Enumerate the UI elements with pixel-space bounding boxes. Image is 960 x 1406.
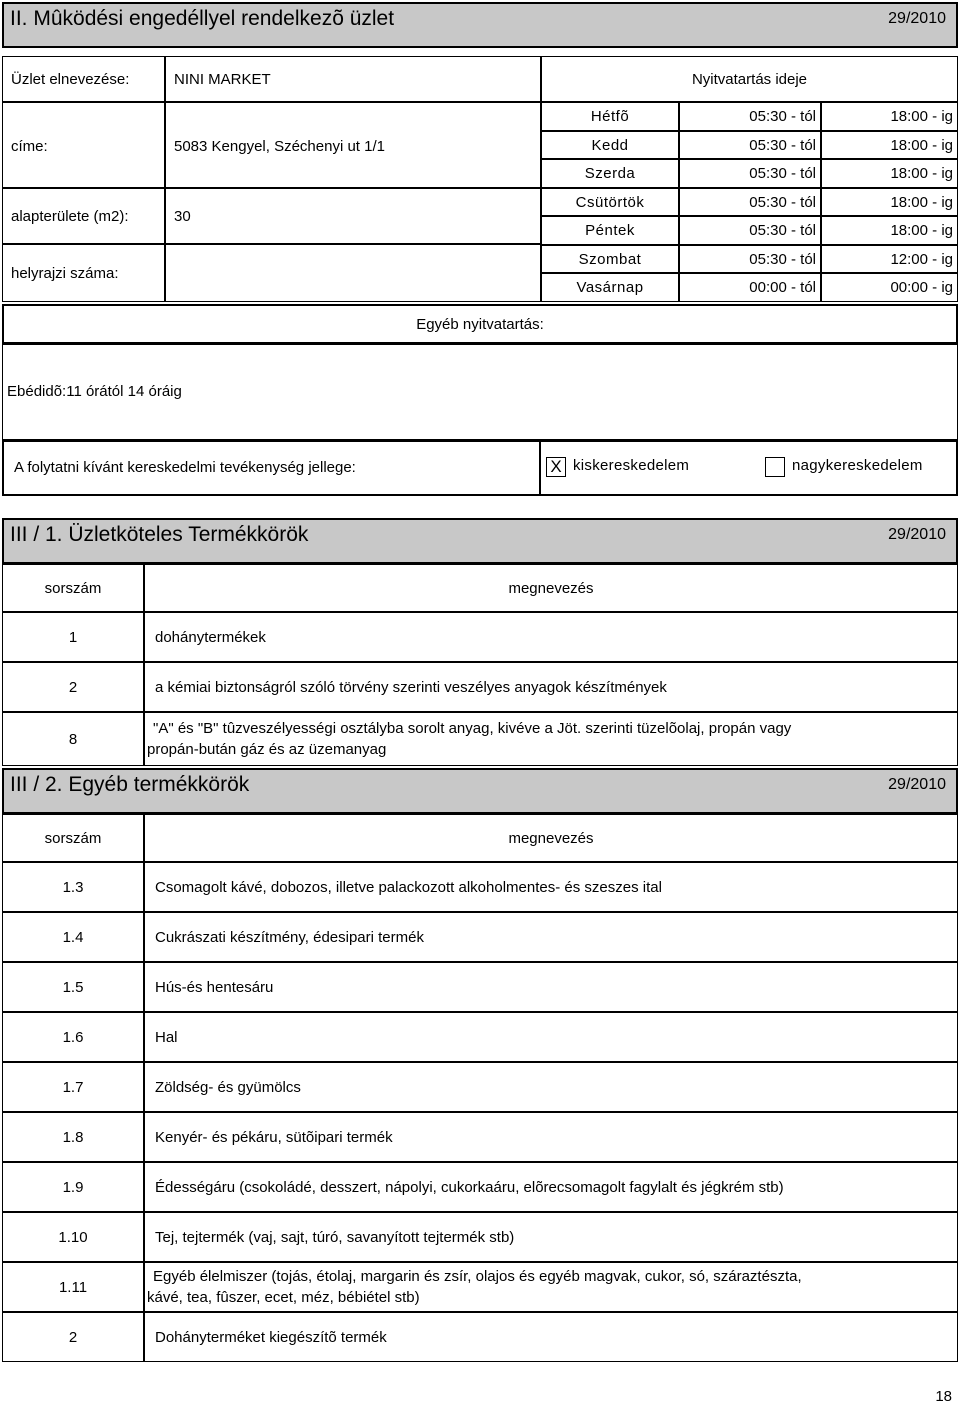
activity-label: A folytatni kívánt kereskedelmi tevékenység jellege: [14,459,356,476]
hours-from-cell [679,273,821,302]
page-number: 18 [935,1388,952,1405]
table-row-name-cell [144,662,958,712]
address-value: 5083 Kengyel, Széchenyi ut 1/1 [174,138,385,155]
s31-table [2,612,958,766]
row-number: 1.7 [62,1079,84,1096]
row-name: "A" és "B" tûzveszélyességi osztályba sorolt anyag, kivéve a Jöt. szerinti tüzelõolaj, propán vagy [153,720,792,737]
row-name: Édességáru (csokoládé, desszert, nápolyi, cukorkaáru, elõrecsomagolt fagylalt és jégkrém stb) [155,1179,784,1196]
retail-checkbox[interactable]: X [546,457,566,477]
row-name: Csomagolt kávé, dobozos, illetve palackozott alkoholmentes- és szeszes ital [155,879,662,896]
hours-day: Hétfõ [590,108,630,125]
s31-col-name-header [144,564,958,612]
hours-day-cell [541,102,679,131]
s32-col-num-header [2,814,144,862]
hours-row [541,188,958,216]
hours-from: 05:30 - tól [749,137,816,154]
other-hours-value: Ebédidõ:11 órától 14 óráig [7,383,182,400]
row-name: a kémiai biztonságról szóló törvény szerinti veszélyes anyagok készítmények [155,679,667,696]
section-iii-2-code: 29/2010 [888,776,946,793]
table-row-name-cell [144,1112,958,1162]
table-row-name-cell [144,1212,958,1262]
row-name: Cukrászati készítmény, édesipari termék [155,929,424,946]
wholesale-checkbox[interactable] [765,457,785,477]
row-name: Egyéb élelmiszer (tojás, étolaj, margarin és zsír, olajos és egyéb magvak, cukor, só, száraztészta, [153,1268,802,1285]
s32-table [2,862,958,1362]
hours-day: Kedd [591,137,629,154]
hours-to: 18:00 - ig [890,137,953,154]
row-name: dohánytermékek [155,629,266,646]
hours-day-cell [541,131,679,159]
hours-to: 18:00 - ig [890,222,953,239]
table-row-num-cell [2,1312,144,1362]
section-iii-1-code: 29/2010 [888,526,946,543]
row-number: 1.10 [58,1229,88,1246]
hours-from-cell [679,102,821,131]
row-number: 8 [68,731,78,748]
table-row-name-cell [144,1312,958,1362]
activity-divider [539,440,541,496]
row-name: Tej, tejtermék (vaj, sajt, túró, savanyított tejtermék stb) [155,1229,515,1246]
hours-day-cell [541,273,679,302]
section-ii-header [2,2,958,48]
table-row-name-cell [144,1062,958,1112]
table-row-name-cell [144,1162,958,1212]
hours-day-cell [541,188,679,216]
hours-day: Szombat [578,251,642,268]
hours-row [541,273,958,302]
table-row-name-cell [144,612,958,662]
hours-row [541,216,958,245]
s31-col-name-label: megnevezés [508,580,594,597]
hours-from: 00:00 - tól [749,279,816,296]
s32-col-name-header [144,814,958,862]
hours-to-cell [821,273,958,302]
shop-name-label: Üzlet elnevezése: [11,71,130,88]
hours-row [541,102,958,131]
shop-name-value-box [165,56,541,102]
other-hours-label-box [2,304,958,344]
table-row-num-cell [2,862,144,912]
s31-col-num-label: sorszám [44,580,102,597]
section-iii-1-title: III / 1. Üzletköteles Termékkörök [10,523,309,546]
table-row-name-cell [144,912,958,962]
wholesale-label: nagykereskedelem [792,457,923,474]
area-label: alapterülete (m2): [11,208,129,225]
table-row-name-cell [144,1012,958,1062]
row-name: Hal [155,1029,178,1046]
table-row-num-cell [2,912,144,962]
hours-day-cell [541,245,679,273]
row-name: Hús-és hentesáru [155,979,274,996]
area-value: 30 [174,208,191,225]
row-number: 2 [68,1329,78,1346]
hours-to: 12:00 - ig [890,251,953,268]
section-iii-2-header [2,768,958,814]
s31-col-num-header [2,564,144,612]
table-row-name-cell [144,962,958,1012]
row-number: 1.9 [62,1179,84,1196]
other-hours-label: Egyéb nyitvatartás: [416,316,544,333]
hours-row [541,245,958,273]
hours-from: 05:30 - tól [749,108,816,125]
hours-from: 05:30 - tól [749,222,816,239]
row-number: 1.8 [62,1129,84,1146]
row-number: 1.3 [62,879,84,896]
hours-day-cell [541,216,679,245]
s32-col-num-label: sorszám [44,830,102,847]
hours-from: 05:30 - tól [749,194,816,211]
row-number: 1.6 [62,1029,84,1046]
hours-row [541,159,958,188]
row-number: 2 [68,679,78,696]
table-row-num-cell [2,612,144,662]
hours-from-cell [679,216,821,245]
table-row-num-cell [2,1112,144,1162]
hours-title: Nyitvatartás ideje [691,71,808,88]
table-row-num-cell [2,1212,144,1262]
hours-title-box [541,56,958,102]
row-number: 1.5 [62,979,84,996]
hours-from-cell [679,245,821,273]
hours-table [541,102,958,302]
hours-to-cell [821,102,958,131]
hours-to: 18:00 - ig [890,165,953,182]
row-name: Dohányterméket kiegészítõ termék [155,1329,387,1346]
row-number: 1.11 [58,1279,88,1296]
address-label-box [2,102,165,188]
hours-day: Csütörtök [575,194,645,211]
row-name: Zöldség- és gyümölcs [155,1079,301,1096]
table-row-num-cell [2,712,144,766]
area-value-box [165,188,541,244]
hours-from: 05:30 - tól [749,251,816,268]
hours-from: 05:30 - tól [749,165,816,182]
shop-name-label-box [2,56,165,102]
hours-to: 00:00 - ig [890,279,953,296]
hours-day: Szerda [584,165,636,182]
table-row-num-cell [2,1262,144,1312]
section-iii-1-header [2,518,958,564]
shop-name-value: NINI MARKET [174,71,271,88]
hours-day: Vasárnap [576,279,644,296]
address-label: címe: [11,138,48,155]
table-row-name-cell [144,712,958,766]
hours-to-cell [821,131,958,159]
hours-to: 18:00 - ig [890,108,953,125]
hours-from-cell [679,159,821,188]
lot-label-box [2,244,165,302]
hours-to-cell [821,216,958,245]
table-row-num-cell [2,1012,144,1062]
table-row-num-cell [2,1162,144,1212]
row-number: 1.4 [62,929,84,946]
other-hours-value-box [2,344,958,440]
row-name: Kenyér- és pékáru, sütõipari termék [155,1129,393,1146]
hours-row [541,131,958,159]
hours-day-cell [541,159,679,188]
hours-from-cell [679,188,821,216]
lot-label: helyrajzi száma: [11,265,119,282]
hours-to-cell [821,159,958,188]
row-number: 1 [68,629,78,646]
table-row-num-cell [2,962,144,1012]
address-value-box [165,102,541,188]
table-row-name-cell [144,862,958,912]
hours-to: 18:00 - ig [890,194,953,211]
row-name-line2: propán-bután gáz és az üzemanyag [147,741,387,758]
section-iii-2-title: III / 2. Egyéb termékkörök [10,773,250,796]
section-ii-code: 29/2010 [888,10,946,27]
retail-label: kiskereskedelem [573,457,690,474]
s32-col-name-label: megnevezés [508,830,594,847]
table-row-num-cell [2,1062,144,1112]
table-row-name-cell [144,1262,958,1312]
section-ii-title: II. Mûködési engedéllyel rendelkezõ üzlet [10,7,395,30]
row-name-line2: kávé, tea, fûszer, ecet, méz, bébiétel stb) [147,1289,420,1306]
hours-to-cell [821,245,958,273]
area-label-box [2,188,165,244]
hours-day: Péntek [585,222,635,239]
hours-from-cell [679,131,821,159]
hours-to-cell [821,188,958,216]
lot-value-box [165,244,541,302]
table-row-num-cell [2,662,144,712]
